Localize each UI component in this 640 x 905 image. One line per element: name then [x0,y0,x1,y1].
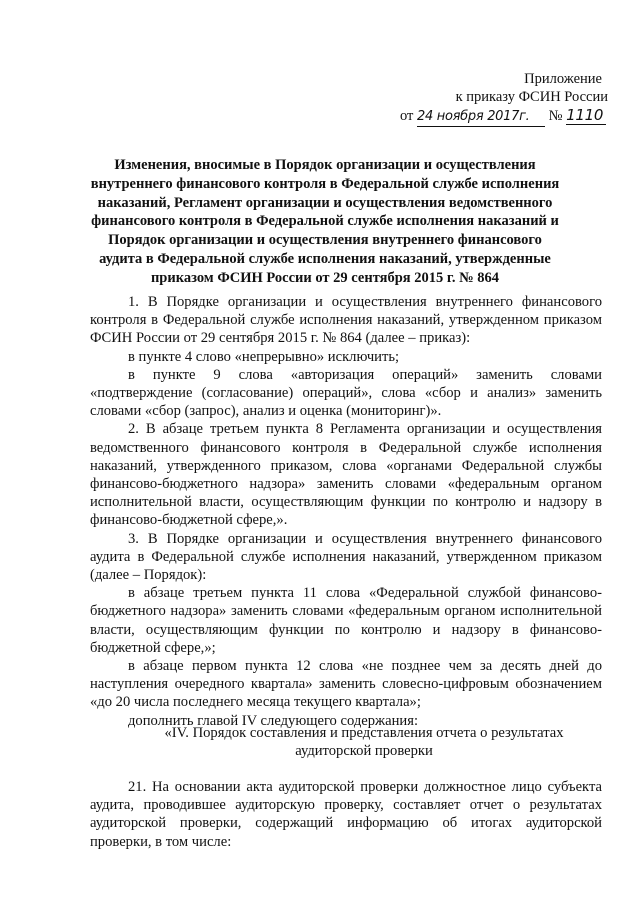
paragraph-3-add-chapter: дополнить главой IV следующего содержания: [128,712,419,729]
appendix-date-number [380,106,620,127]
paragraph-21: 21. На основании акта аудиторской проверки должностное лицо субъекта аудита, проводившее аудиторскую проверку, составляет отчет о результатах аудиторской проверки, содержащий информацию об итогах аудиторской проверки, в том числе: [90,779,602,850]
handwritten-number: 1110 [566,106,606,125]
appendix-label: Приложение [524,71,602,87]
appendix-order-ref: к приказу ФСИН России [455,89,608,105]
paragraph-3: 3. В Порядке организации и осуществления внутреннего финансового аудита в Федеральной службе исполнения наказаний, утвержденном приказом (далее – Порядок): [90,530,602,584]
paragraph-3-item-12: в абзаце первом пункта 12 слова «не позднее чем за десять дней до наступления очередного квартала» заменить словесно-цифровым обозначением «до 20 числа последнего месяца текущего квартала»; [90,658,602,711]
document-body-continued [90,778,602,851]
date-prefix: от [400,108,414,124]
appendix-block [380,70,620,127]
paragraph-1-item-9: в пункте 9 слова «авторизация операций» заменить словами «подтверждение (согласование) операций», слова «сбор и анализ» заменить словами «сбор (запрос), анализ и оценка (мониторинг)». [90,366,602,420]
document-title: Изменения, вносимые в Порядок организации и осуществления внутреннего финансового контроля в Федеральной службе исполнения наказаний, Регламент организации и осуществления ведомственного финансового контроля в Федеральной службе исполнения наказаний и Порядок организации и осуществления внутреннего финансового аудита в Федеральной службе исполнения наказаний, утвержденные приказом ФСИН России от 29 сентября 2015 г. № 864 [90,157,560,286]
paragraph-1-item-4: в пункте 4 слово «непрерывно» исключить; [128,348,400,365]
number-prefix: № [548,108,563,124]
document-body [90,293,602,730]
paragraph-2: 2. В абзаце третьем пункта 8 Регламента организации и осуществления ведомственного финансового контроля в Федеральной службе исполнения наказаний, утвержденного приказом, слова «органами Федеральной службы финансово-бюджетного надзора» заменить словами «федеральным органом исполнительной власти, осуществляющим функции по контролю и надзору в финансово-бюджетной сфере,». [90,421,602,529]
chapter-heading: «IV. Порядок составления и представления отчета о результатах аудиторской проверки [164,725,564,760]
handwritten-date: 24 ноября 2017г. [417,108,545,127]
paragraph-1: 1. В Порядке организации и осуществления внутреннего финансового контроля в Федеральной службе исполнения наказаний, утвержденном приказом ФСИН России от 29 сентября 2015 г. № 864 (далее – приказ): [90,294,602,347]
paragraph-3-item-11: в абзаце третьем пункта 11 слова «Федеральной службой финансово-бюджетного надзора» заменить словами «федеральным органом исполнительной власти, осуществляющим функции по контролю и надзору в финансово-бюджетной сфере,»; [90,585,602,656]
